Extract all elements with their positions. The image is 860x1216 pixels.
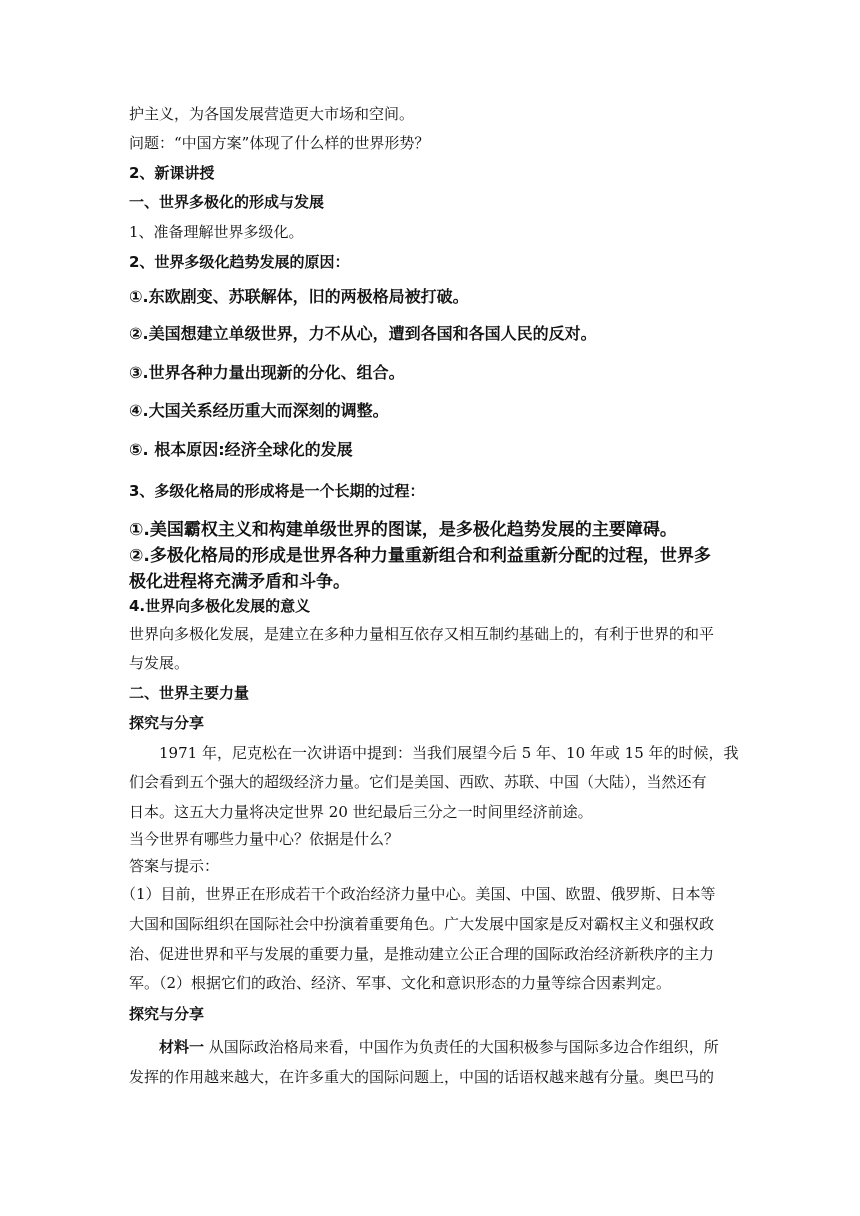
- list-item: ④.大国关系经历重大而深刻的调整。: [129, 401, 389, 420]
- list-item: ①.美国霸权主义和构建单级世界的图谋，是多极化趋势发展的主要障碍。: [129, 520, 677, 540]
- material-text: 从国际政治格局来看，中国作为负责任的大国积极参与国际多边合作组织，所: [204, 1038, 719, 1056]
- text-line: 世界向多极化发展，是建立在多种力量相互依存又相互制约基础上的，有利于世界的和平: [129, 625, 715, 643]
- text-line: 1、准备理解世界多级化。: [129, 223, 304, 241]
- answer-label: 答案与提示：: [129, 857, 220, 875]
- text-line: 日本。这五大力量将决定世界 20 世纪最后三分之一时间里经济前途。: [129, 803, 593, 821]
- section-heading: 二、世界主要力量: [129, 684, 250, 702]
- section-heading: 一、世界多极化的形成与发展: [129, 193, 325, 211]
- activity-heading: 探究与分享: [129, 1005, 205, 1023]
- subsection-heading: 4.世界向多极化发展的意义: [129, 597, 311, 615]
- list-item: ①.东欧剧变、苏联解体，旧的两极格局被打破。: [129, 287, 469, 306]
- list-item-continuation: 极化进程将充满矛盾和斗争。: [129, 572, 350, 592]
- text-line: 与发展。: [129, 654, 190, 672]
- subsection-heading: 2、世界多级化趋势发展的原因：: [129, 253, 350, 271]
- text-line: 治、促进世界和平与发展的重要力量，是推动建立公正合理的国际政治经济新秩序的主力: [129, 945, 715, 963]
- list-item: ②.美国想建立单级世界，力不从心，遭到各国和各国人民的反对。: [129, 324, 597, 343]
- question-line: 当今世界有哪些力量中心？依据是什么？: [129, 830, 400, 848]
- text-line: 大国和国际组织在国际社会中扮演着重要角色。广大发展中国家是反对霸权主义和强权政: [129, 915, 715, 933]
- text-line: 护主义，为各国发展营造更大市场和空间。: [129, 105, 415, 123]
- activity-heading: 探究与分享: [129, 714, 205, 732]
- question-line: 问题：“中国方案”体现了什么样的世界形势？: [129, 134, 430, 152]
- section-heading: 2、新课讲授: [129, 164, 215, 182]
- material-label: 材料一: [159, 1038, 205, 1056]
- list-item: ⑤. 根本原因:经济全球化的发展: [129, 440, 353, 459]
- text-line: 1971 年，尼克松在一次讲语中提到：当我们展望今后 5 年、10 年或 15 年的时候，我: [159, 744, 739, 762]
- list-item: ②.多极化格局的形成是世界各种力量重新组合和利益重新分配的过程，世界多: [129, 546, 711, 566]
- text-line: 发挥的作用越来越大，在许多重大的国际问题上，中国的话语权越来越有分量。奥巴马的: [129, 1068, 715, 1086]
- text-line: 军。（2）根据它们的政治、经济、军事、文化和意识形态的力量等综合因素判定。: [129, 974, 672, 992]
- subsection-heading: 3、多级化格局的形成将是一个长期的过程：: [129, 482, 425, 500]
- text-line: 们会看到五个强大的超级经济力量。它们是美国、西欧、苏联、中国（大陆），当然还有: [129, 773, 707, 791]
- text-line: [159, 1037, 719, 1057]
- list-item: ③.世界各种力量出现新的分化、组合。: [129, 363, 405, 382]
- text-line: （1）目前，世界正在形成若干个政治经济力量中心。美国、中国、欧盟、俄罗斯、日本等: [121, 885, 716, 903]
